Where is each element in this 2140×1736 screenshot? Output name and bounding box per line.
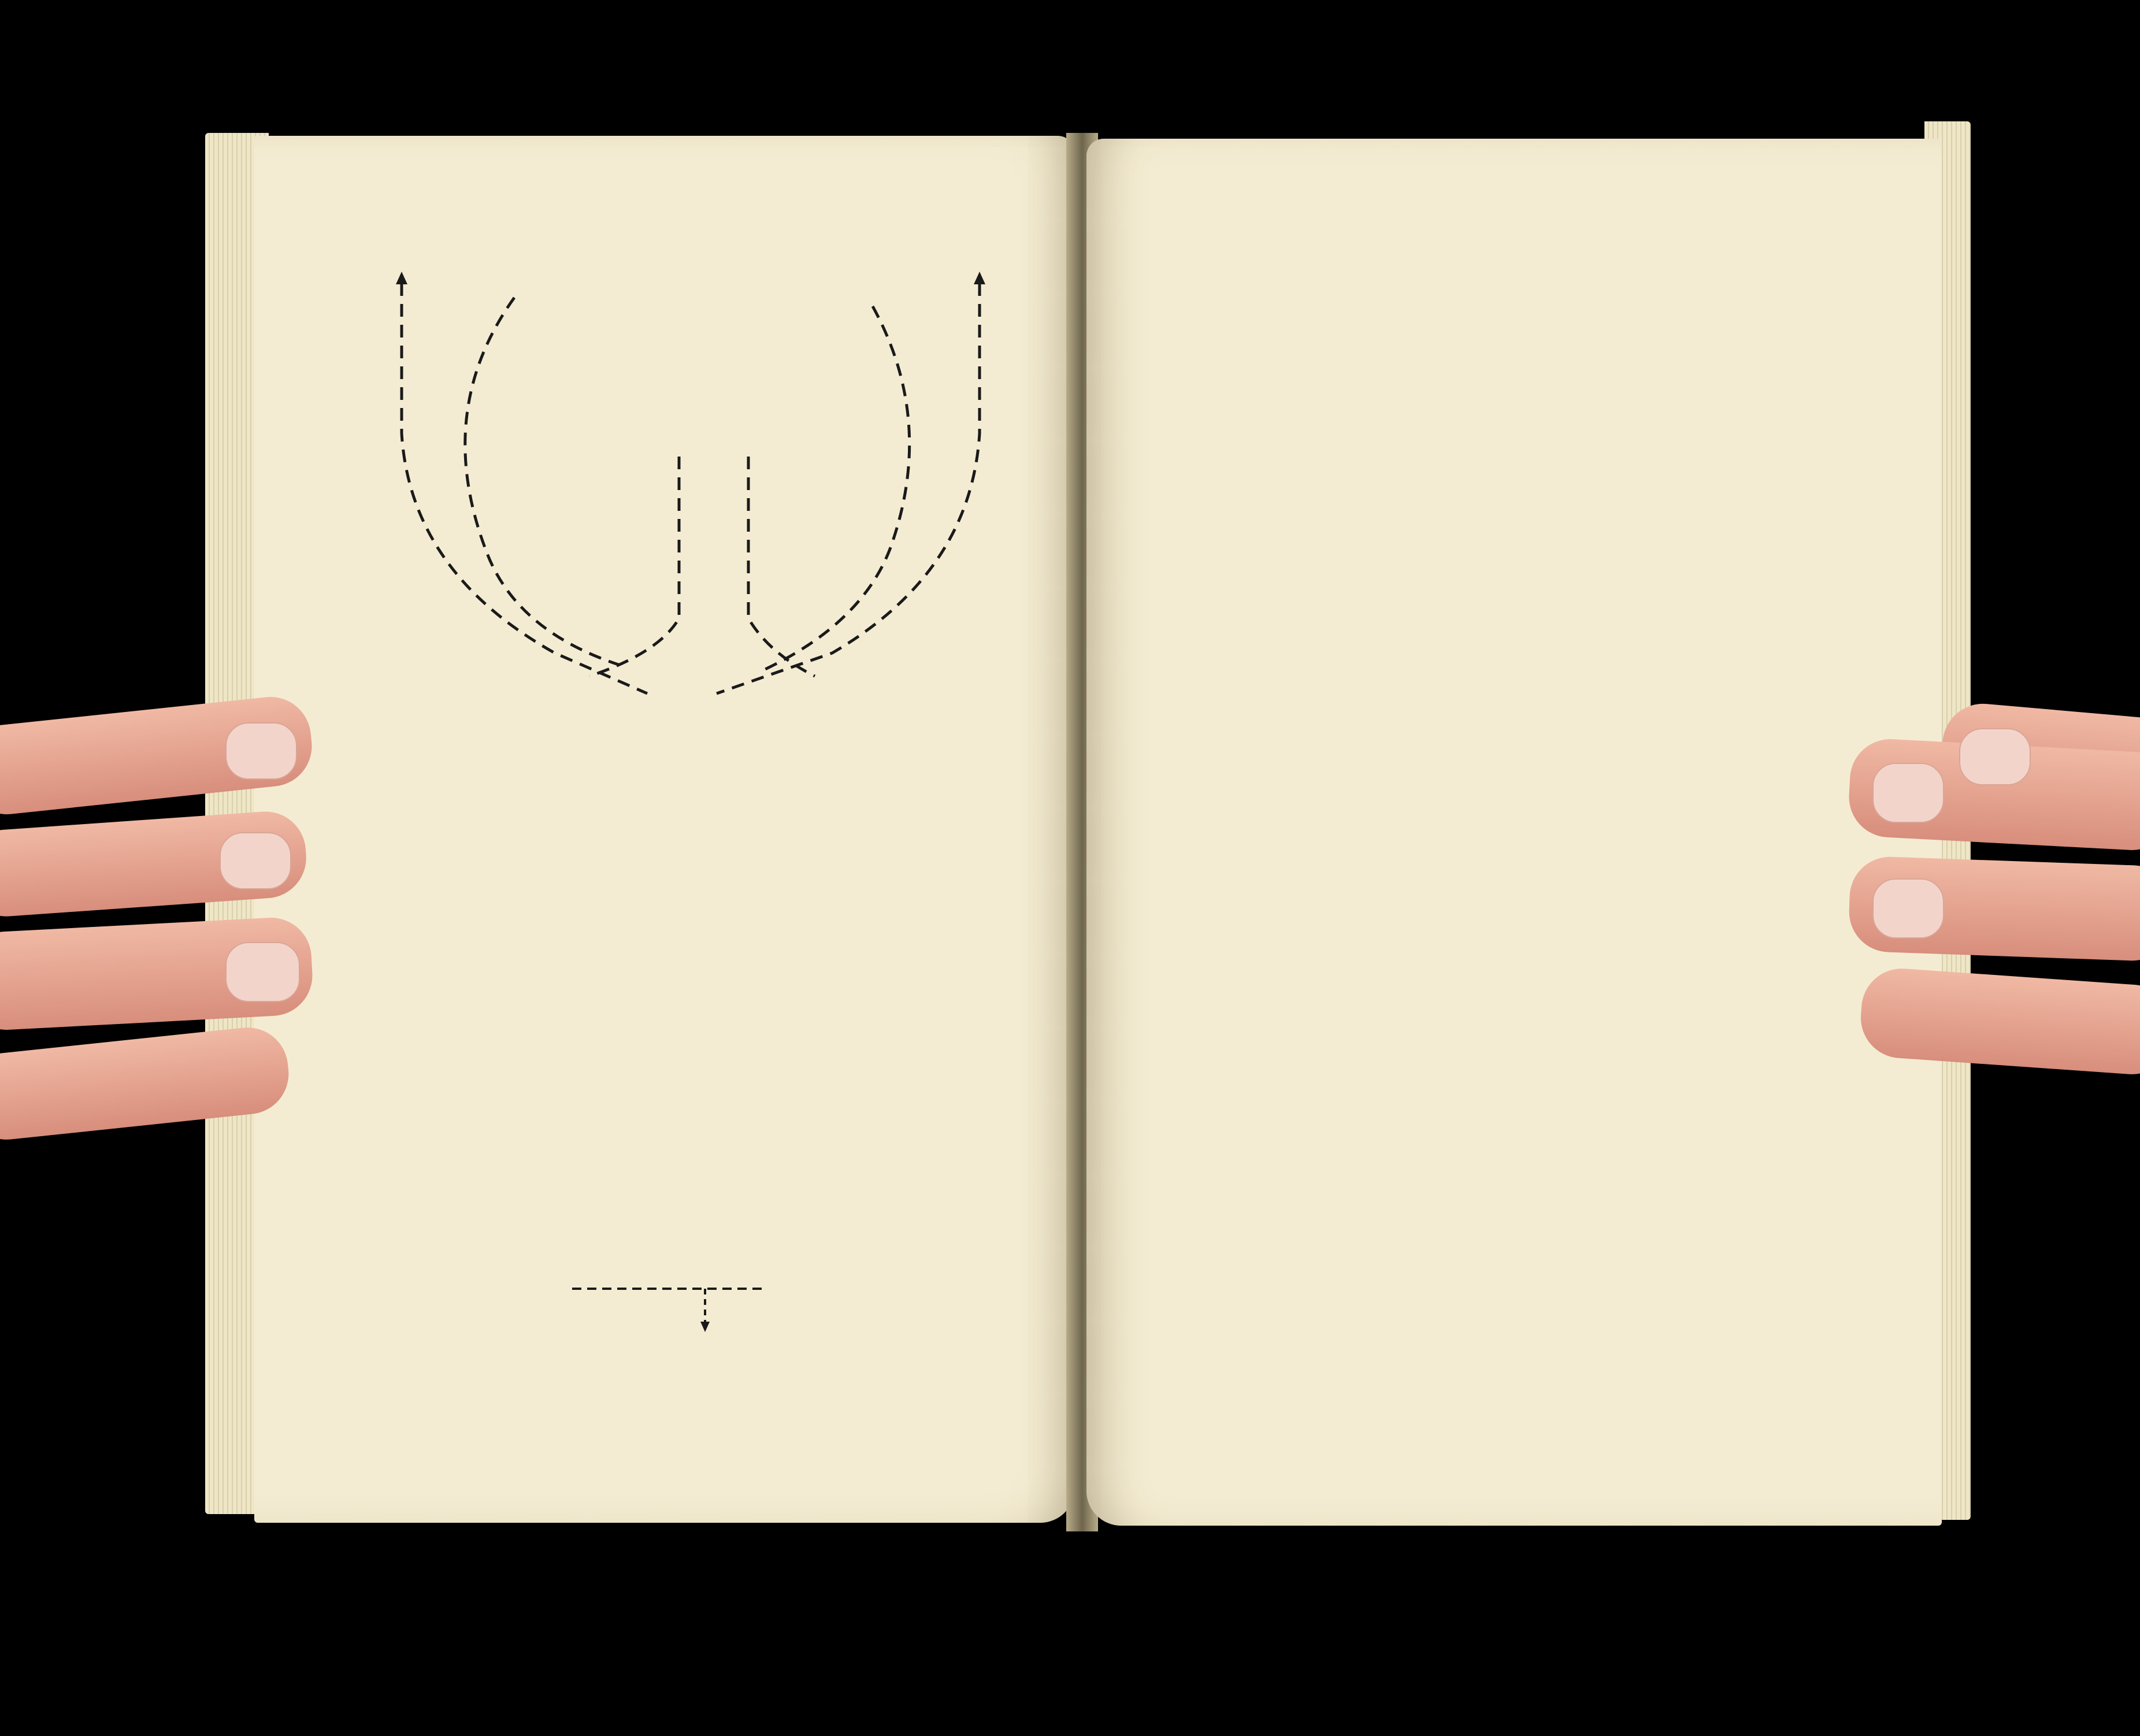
path-outer-left (402, 283, 647, 693)
figure-3-diagram (439, 1147, 878, 1338)
right-page (1086, 139, 1942, 1526)
path-col3 (748, 457, 815, 676)
figure-2-diagram (370, 248, 1052, 797)
path-inner-left (465, 298, 618, 665)
left-page (254, 136, 1075, 1523)
path-col2 (589, 457, 679, 676)
